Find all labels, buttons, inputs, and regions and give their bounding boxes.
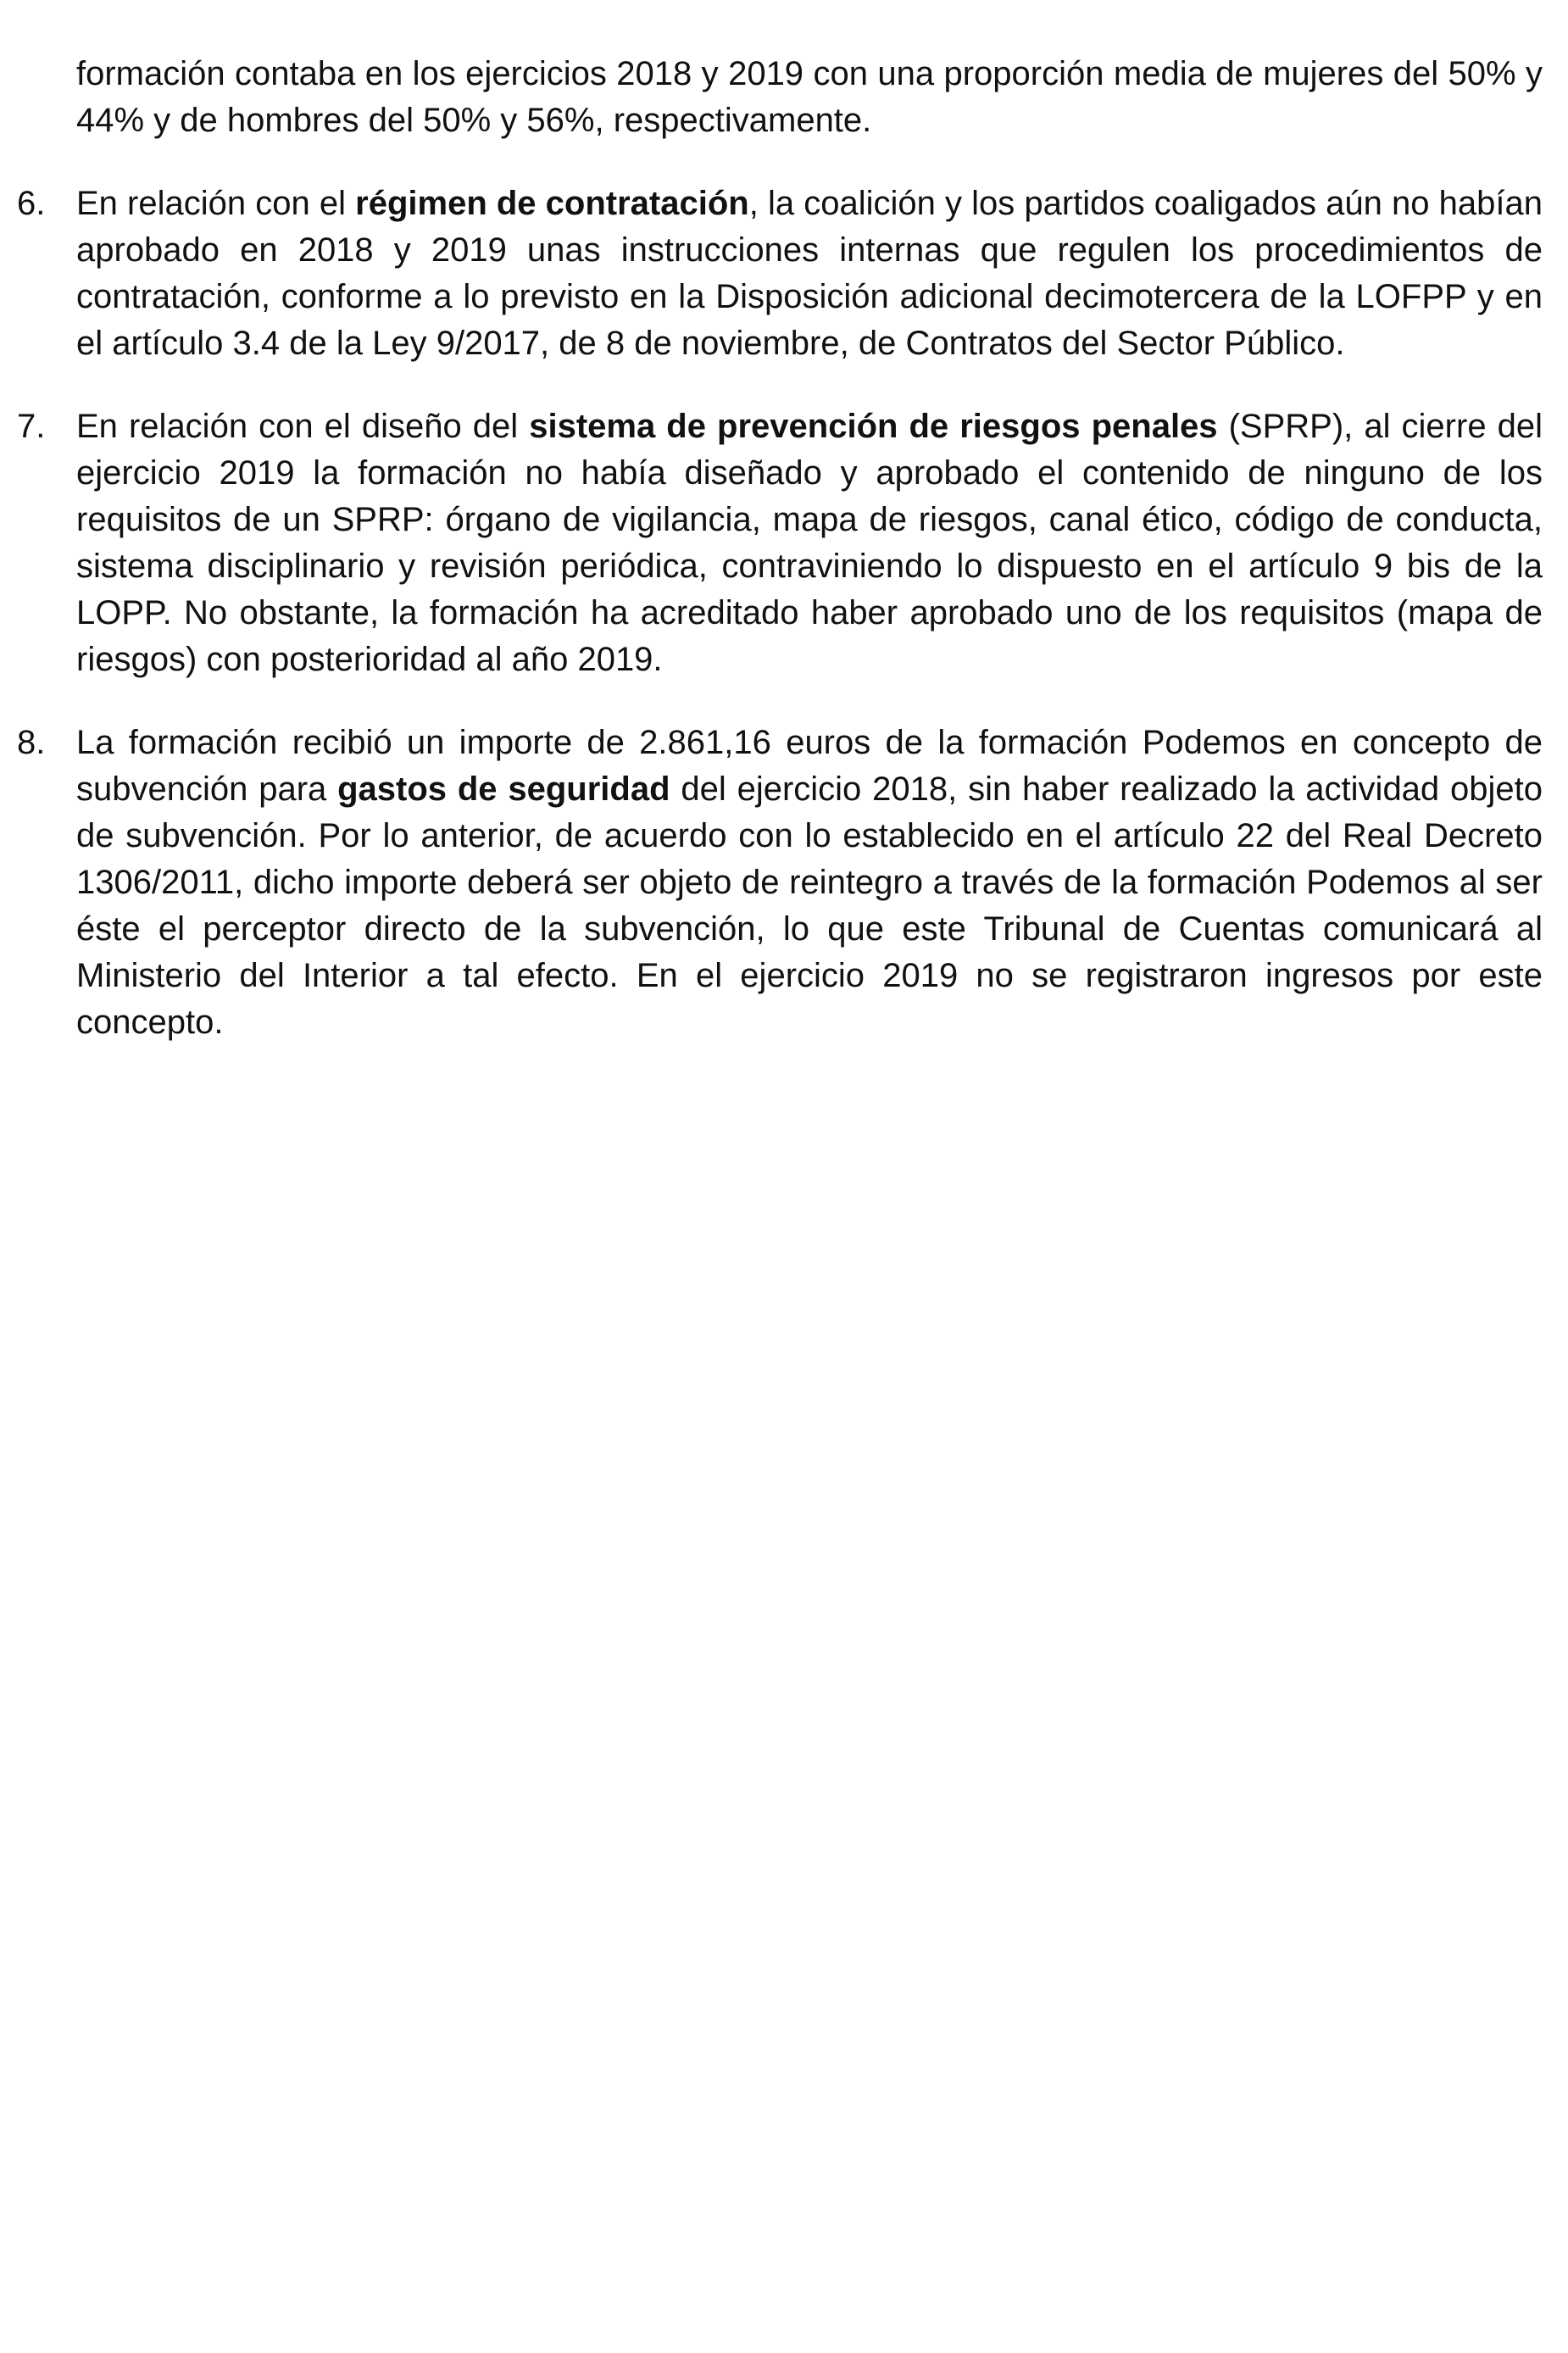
paragraph-spacer: [76, 367, 1543, 403]
list-item-7: [17, 403, 1543, 683]
document-body: [17, 51, 1543, 1046]
list-bold-term: régimen de contratación: [355, 185, 749, 222]
list-text-after: del ejercicio 2018, sin haber realizado la actividad objeto de subvención. Por lo anterior, de acuerdo con lo establecido en el artículo 22 del Real Decreto 1306/2011, dicho importe deberá ser objeto de reintegro a través de la formación Podemos al ser éste el perceptor directo de la subvención, lo que este Tribunal de Cuentas comunicará al Ministerio del Interior a tal efecto. En el ejercicio 2019 no se registraron ingresos por este concepto.: [76, 770, 1543, 1041]
list-text-after: , la coalición y los partidos coaligados aún no habían aprobado en 2018 y 2019 unas instrucciones internas que regulen los procedimientos de contratación, conforme a lo previsto en la Disposición adicional decimotercera de la LOFPP y en el artículo 3.4 de la Ley 9/2017, de 8 de noviembre, de Contratos del Sector Público.: [76, 185, 1543, 362]
list-bold-term: sistema de prevención de riesgos penales: [529, 408, 1218, 445]
list-text-after: (SPRP), al cierre del ejercicio 2019 la formación no había diseñado y aprobado el contenido de ninguno de los requisitos de un SPRP: órgano de vigilancia, mapa de riesgos, canal ético, código de conducta, sistema disciplinario y revisión periódica, contraviniendo lo dispuesto en el artículo 9 bis de la LOPP. No obstante, la formación ha acreditado haber aprobado uno de los requisitos (mapa de riesgos) con posterioridad al año 2019.: [76, 408, 1543, 678]
paragraph-spacer: [76, 683, 1543, 720]
list-number: 8.: [17, 724, 46, 761]
list-text-before: La formación recibió un importe de 2.861,16 euros de la formación Podemos en concepto de subvención para: [76, 724, 1543, 808]
list-bold-term: gastos de seguridad: [337, 770, 670, 808]
list-item-6: [17, 181, 1543, 367]
paragraph-spacer: [76, 144, 1543, 181]
intro-paragraph: formación contaba en los ejercicios 2018 y 2019 con una proporción media de mujeres del 50% y 44% y de hombres del 50% y 56%, respectivamente.: [76, 55, 1543, 139]
list-number: 6.: [17, 185, 46, 222]
list-text-before: En relación con el: [76, 185, 356, 222]
list-number: 7.: [17, 408, 46, 445]
list-text-before: En relación con el diseño del: [76, 408, 530, 445]
list-item-8: [17, 720, 1543, 1046]
